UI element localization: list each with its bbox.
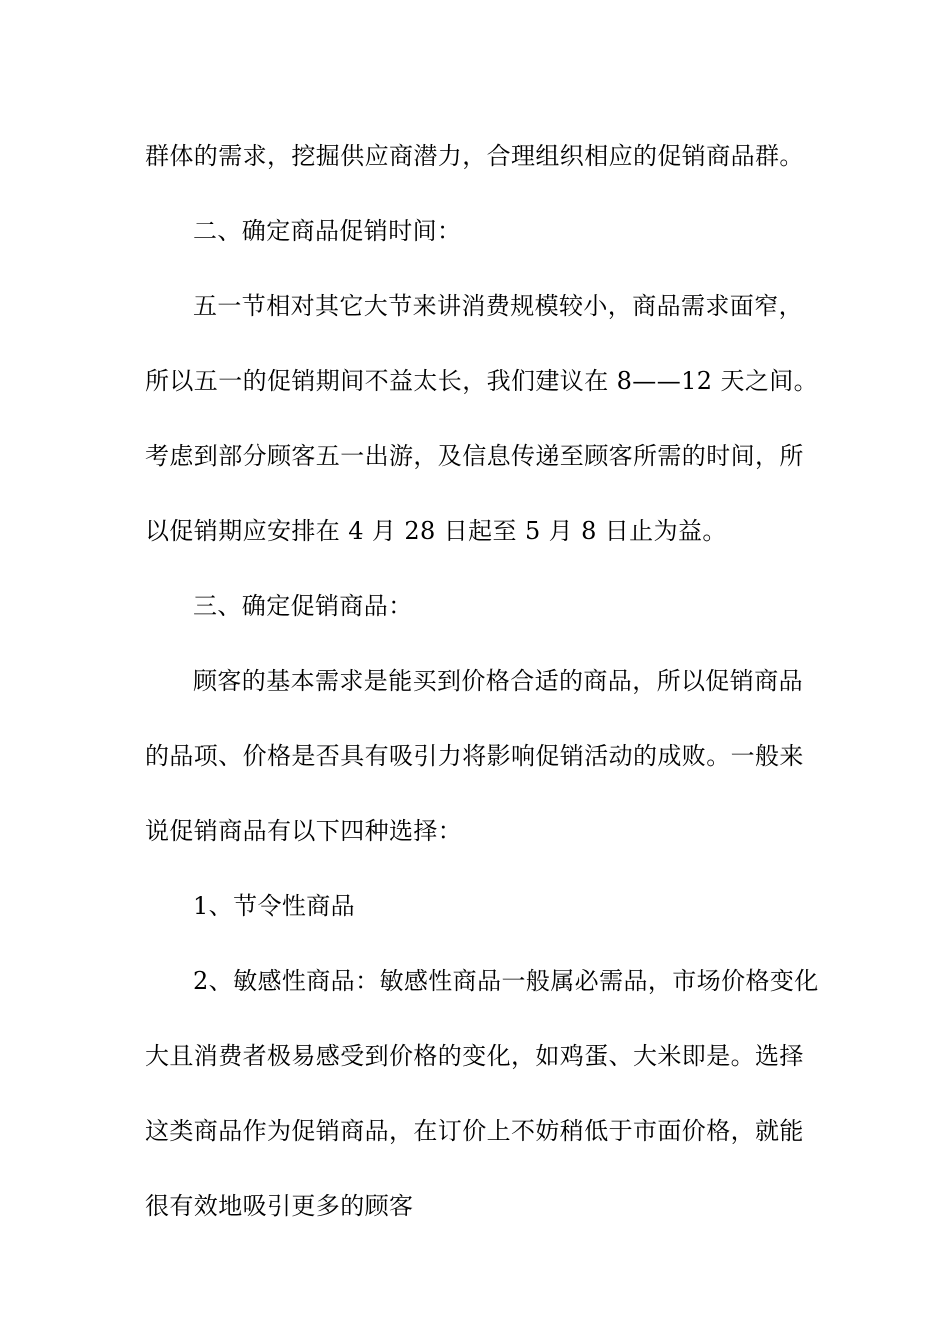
text-line: 所以五一的促销期间不益太长，我们建议在 8——12 天之间。 xyxy=(145,367,819,395)
section-heading: 二、确定商品促销时间： xyxy=(193,217,462,245)
text-line: 这类商品作为促销商品，在订价上不妨稍低于市面价格，就能 xyxy=(145,1117,804,1145)
document-body xyxy=(145,132,819,1257)
text-line: 以促销期应安排在 4 月 28 日起至 5 月 8 日止为益。 xyxy=(145,517,727,545)
list-item: 2、敏感性商品：敏感性商品一般属必需品，市场价格变化 xyxy=(193,967,819,995)
text-line: 大且消费者极易感受到价格的变化，如鸡蛋、大米即是。选择 xyxy=(145,1042,804,1070)
paragraph-start: 顾客的基本需求是能买到价格合适的商品，所以促销商品 xyxy=(193,667,803,695)
list-item: 1、节令性商品 xyxy=(193,892,356,920)
text-line: 很有效地吸引更多的顾客 xyxy=(145,1192,414,1220)
text-line: 的品项、价格是否具有吸引力将影响促销活动的成败。一般来 xyxy=(145,742,804,770)
paragraph-start: 五一节相对其它大节来讲消费规模较小，商品需求面窄， xyxy=(193,292,803,320)
section-heading: 三、确定促销商品： xyxy=(193,592,413,620)
text-line: 考虑到部分顾客五一出游，及信息传递至顾客所需的时间，所 xyxy=(145,442,804,470)
text-line: 群体的需求，挖掘供应商潜力，合理组织相应的促销商品群。 xyxy=(145,142,804,170)
text-line: 说促销商品有以下四种选择： xyxy=(145,817,463,845)
